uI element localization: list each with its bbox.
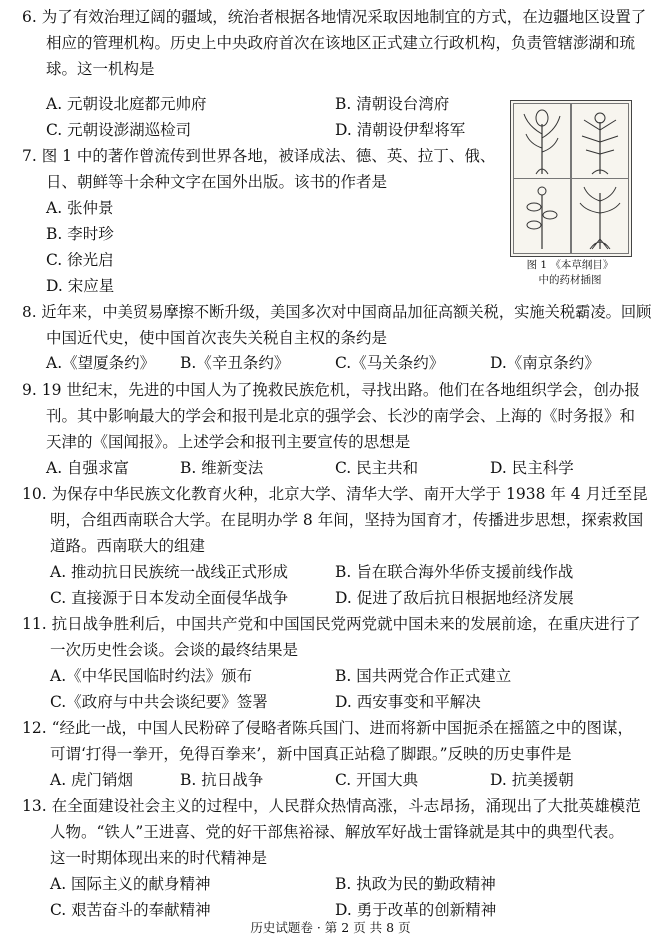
- q10-option-b[interactable]: B. 旨在联合海外华侨支援前线作战: [335, 563, 574, 581]
- q10-line-3: 道路。西南联大的组建: [50, 537, 206, 555]
- q7-line-1: 7. 图 1 中的著作曾流传到世界各地，被译成法、德、英、拉丁、俄、: [22, 147, 496, 165]
- q13-line-3: 这一时期体现出来的时代精神是: [50, 849, 268, 867]
- q6-option-b[interactable]: B. 清朝设台湾府: [335, 95, 450, 113]
- q6-line-3: 球。这一机构是: [46, 60, 155, 78]
- q11-option-b[interactable]: B. 国共两党合作正式建立: [335, 667, 512, 685]
- q8-line-1: 8. 近年来，中美贸易摩擦不断升级，美国多次对中国商品加征高额关税，实施关税霸凌。回顾: [22, 303, 652, 321]
- q13-option-a[interactable]: A. 国际主义的献身精神: [50, 875, 211, 893]
- q10-option-a[interactable]: A. 推动抗日民族统一战线正式形成: [50, 563, 289, 581]
- q13-option-d[interactable]: D. 勇于改革的创新精神: [335, 901, 497, 919]
- q10-line-1: 10. 为保存中华民族文化教育火种，北京大学、清华大学、南开大学于 1938 年 4 月迁至昆: [22, 485, 648, 503]
- q11-option-c[interactable]: C.《政府与中共会谈纪要》签署: [50, 693, 268, 711]
- q7-option-c[interactable]: C. 徐光启: [46, 251, 114, 269]
- q12-option-a[interactable]: A. 虎门销烟: [50, 771, 134, 789]
- q9-option-c[interactable]: C. 民主共和: [335, 459, 419, 477]
- q7-option-b[interactable]: B. 李时珍: [46, 225, 114, 243]
- herb-panel: [513, 178, 571, 254]
- q6-line-2: 相应的管理机构。历史上中央政府首次在该地区正式建立行政机构，负责管辖澎湖和琉: [46, 34, 636, 52]
- q12-option-d[interactable]: D. 抗美援朝: [490, 771, 574, 789]
- q11-option-d[interactable]: D. 西安事变和平解决: [335, 693, 481, 711]
- q7-line-2: 日、朝鲜等十余种文字在国外出版。该书的作者是: [46, 173, 388, 191]
- q6-line-1: 6. 为了有效治理辽阔的疆域，统治者根据各地情况采取因地制宜的方式，在边疆地区设置了: [22, 8, 647, 26]
- q12-line-2: 可谓‘打得一拳开，免得百拳来’，新中国真正站稳了脚跟。”反映的历史事件是: [50, 745, 572, 763]
- q10-option-d[interactable]: D. 促进了敌后抗日根据地经济发展: [335, 589, 574, 607]
- q10-option-c[interactable]: C. 直接源于日本发动全面侵华战争: [50, 589, 289, 607]
- q8-option-d[interactable]: D.《南京条约》: [490, 354, 600, 372]
- q9-option-b[interactable]: B. 维新变法: [180, 459, 264, 477]
- q8-line-2: 中国近代史，使中国首次丧失关税自主权的条约是: [46, 329, 388, 347]
- q8-option-b[interactable]: B.《辛丑条约》: [180, 354, 290, 372]
- figure-caption-line-2: 中的药材插图: [538, 274, 602, 286]
- herb-panel: [571, 103, 629, 179]
- q11-line-2: 一次历史性会谈。会谈的最终结果是: [50, 641, 299, 659]
- q11-option-a[interactable]: A.《中华民国临时约法》颁布: [50, 667, 253, 685]
- q13-line-2: 人物。“铁人”王进喜、党的好干部焦裕禄、解放军好战士雷锋就是其中的典型代表。: [50, 823, 624, 841]
- q11-line-1: 11. 抗日战争胜利后，中国共产党和中国国民党两党就中国未来的发展前途，在重庆进行了: [22, 615, 641, 633]
- page-footer: 历史试题卷 · 第 2 页 共 8 页: [250, 920, 411, 935]
- q7-option-a[interactable]: A. 张仲景: [46, 199, 114, 217]
- figure-caption-line-1: 图 1 《本草纲目》: [526, 259, 614, 271]
- q6-option-c[interactable]: C. 元朝设澎湖巡检司: [46, 121, 192, 139]
- q13-option-b[interactable]: B. 执政为民的勤政精神: [335, 875, 496, 893]
- q10-line-2: 明，合组西南联合大学。在昆明办学 8 年间，坚持为国育才，传播进步思想，探索救国: [50, 511, 644, 529]
- q9-option-d[interactable]: D. 民主科学: [490, 459, 574, 477]
- q6-option-d[interactable]: D. 清朝设伊犁将军: [335, 121, 466, 139]
- q8-option-c[interactable]: C.《马关条约》: [335, 354, 445, 372]
- q12-line-1: 12. “经此一战，中国人民粉碎了侵略者陈兵国门、进而将新中国扼杀在摇篮之中的图谋，: [22, 719, 634, 737]
- figure-1-herb-illustration: [510, 100, 632, 257]
- q7-option-d[interactable]: D. 宋应星: [46, 277, 115, 295]
- q9-line-1: 9. 19 世纪末，先进的中国人为了挽救民族危机，寻找出路。他们在各地组织学会，创办报: [22, 381, 640, 399]
- q13-line-1: 13. 在全面建设社会主义的过程中，人民群众热情高涨，斗志昂扬，涌现出了大批英雄模范: [22, 797, 641, 815]
- herb-panel: [513, 103, 571, 179]
- q13-option-c[interactable]: C. 艰苦奋斗的奉献精神: [50, 901, 211, 919]
- q8-option-a[interactable]: A.《望厦条约》: [46, 354, 156, 372]
- q6-option-a[interactable]: A. 元朝设北庭都元帅府: [46, 95, 207, 113]
- q12-option-b[interactable]: B. 抗日战争: [180, 771, 264, 789]
- q9-line-2: 刊。其中影响最大的学会和报刊是北京的强学会、长沙的南学会、上海的《时务报》和: [46, 407, 636, 425]
- q9-option-a[interactable]: A. 自强求富: [46, 459, 130, 477]
- herb-panel: [571, 178, 629, 254]
- q9-line-3: 天津的《国闻报》。上述学会和报刊主要宣传的思想是: [46, 433, 411, 451]
- q12-option-c[interactable]: C. 开国大典: [335, 771, 419, 789]
